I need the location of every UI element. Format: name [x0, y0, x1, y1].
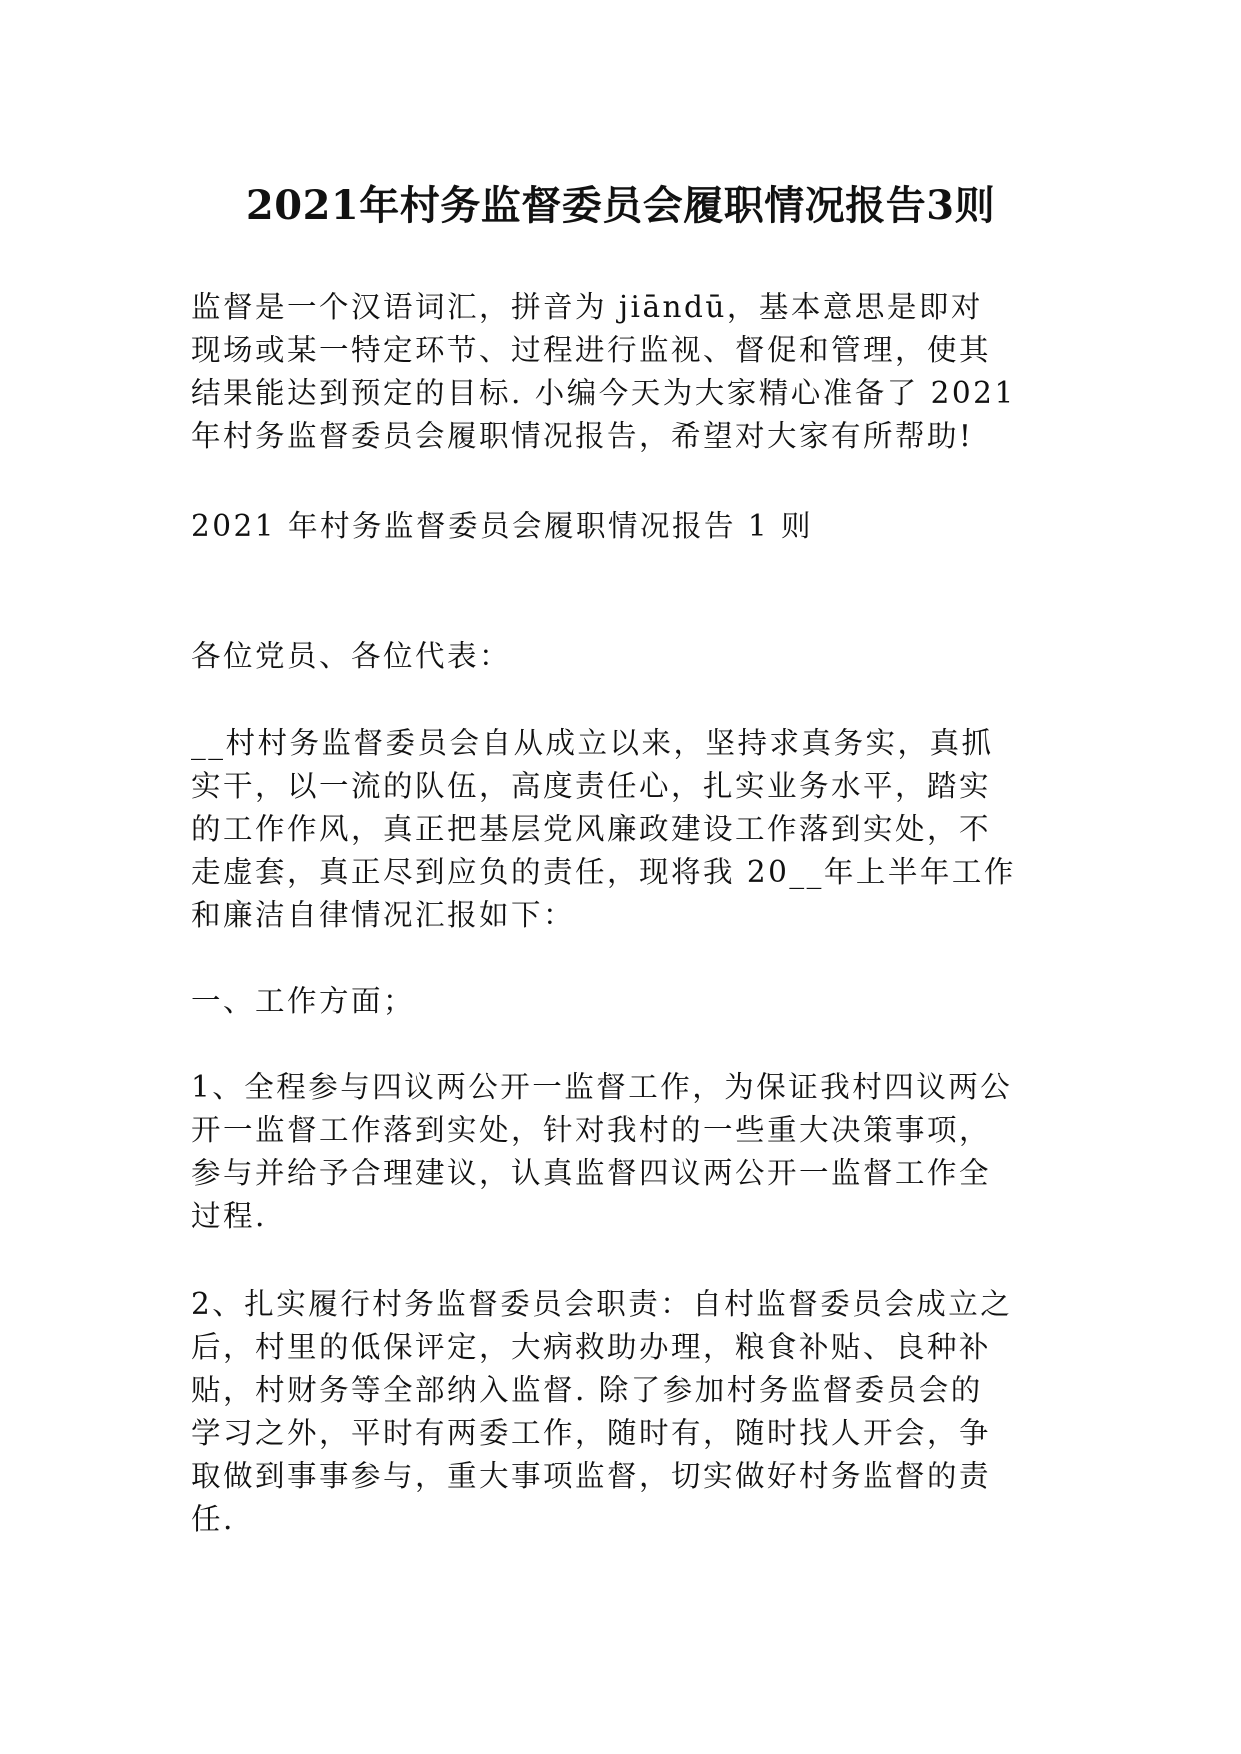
- text-line: 一、工作方面；: [191, 984, 416, 1018]
- text-line: 过程.: [191, 1199, 267, 1233]
- list-item-1: [191, 1066, 1051, 1238]
- text-line: 学习之外，平时有两委工作，随时有，随时找人开会，争: [191, 1416, 992, 1450]
- section-heading-work: [191, 980, 1051, 1023]
- text-line: 监督是一个汉语词汇，拼音为 jiāndū，基本意思是即对: [191, 290, 983, 324]
- text-line: 贴，村财务等全部纳入监督. 除了参加村务监督委员会的: [191, 1373, 983, 1407]
- text-line: 走虚套，真正尽到应负的责任，现将我 20__年上半年工作: [191, 855, 1016, 889]
- text-line: 2021 年村务监督委员会履职情况报告 1 则: [191, 509, 813, 543]
- document-title: 2021年村务监督委员会履职情况报告3则: [245, 182, 996, 229]
- text-line: 任.: [191, 1502, 235, 1536]
- intro-paragraph: [191, 286, 1051, 458]
- opening-paragraph: [191, 722, 1051, 937]
- text-line: 参与并给予合理建议，认真监督四议两公开一监督工作全: [191, 1156, 992, 1190]
- text-line: 1、全程参与四议两公开一监督工作，为保证我村四议两公: [191, 1070, 1013, 1104]
- greeting-line: [191, 635, 1051, 678]
- text-line: 实干，以一流的队伍，高度责任心，扎实业务水平，踏实: [191, 769, 992, 803]
- report-subheading: [191, 505, 1051, 548]
- text-line: 和廉洁自律情况汇报如下：: [191, 898, 576, 932]
- text-line: 开一监督工作落到实处，针对我村的一些重大决策事项，: [191, 1113, 992, 1147]
- list-item-2: [191, 1283, 1051, 1541]
- text-line: 2、扎实履行村务监督委员会职责：自村监督委员会成立之: [191, 1287, 1013, 1321]
- text-line: 后，村里的低保评定，大病救助办理，粮食补贴、良种补: [191, 1330, 992, 1364]
- text-line: 年村务监督委员会履职情况报告，希望对大家有所帮助!: [191, 419, 974, 453]
- text-line: 各位党员、各位代表：: [191, 639, 512, 673]
- text-line: 取做到事事参与，重大事项监督，切实做好村务监督的责: [191, 1459, 992, 1493]
- text-line: 的工作作风，真正把基层党风廉政建设工作落到实处，不: [191, 812, 992, 846]
- text-line: 现场或某一特定环节、过程进行监视、督促和管理，使其: [191, 333, 992, 367]
- text-line: __村村务监督委员会自从成立以来，坚持求真务实，真抓: [191, 726, 994, 760]
- text-line: 结果能达到预定的目标. 小编今天为大家精心准备了 2021: [191, 376, 1016, 410]
